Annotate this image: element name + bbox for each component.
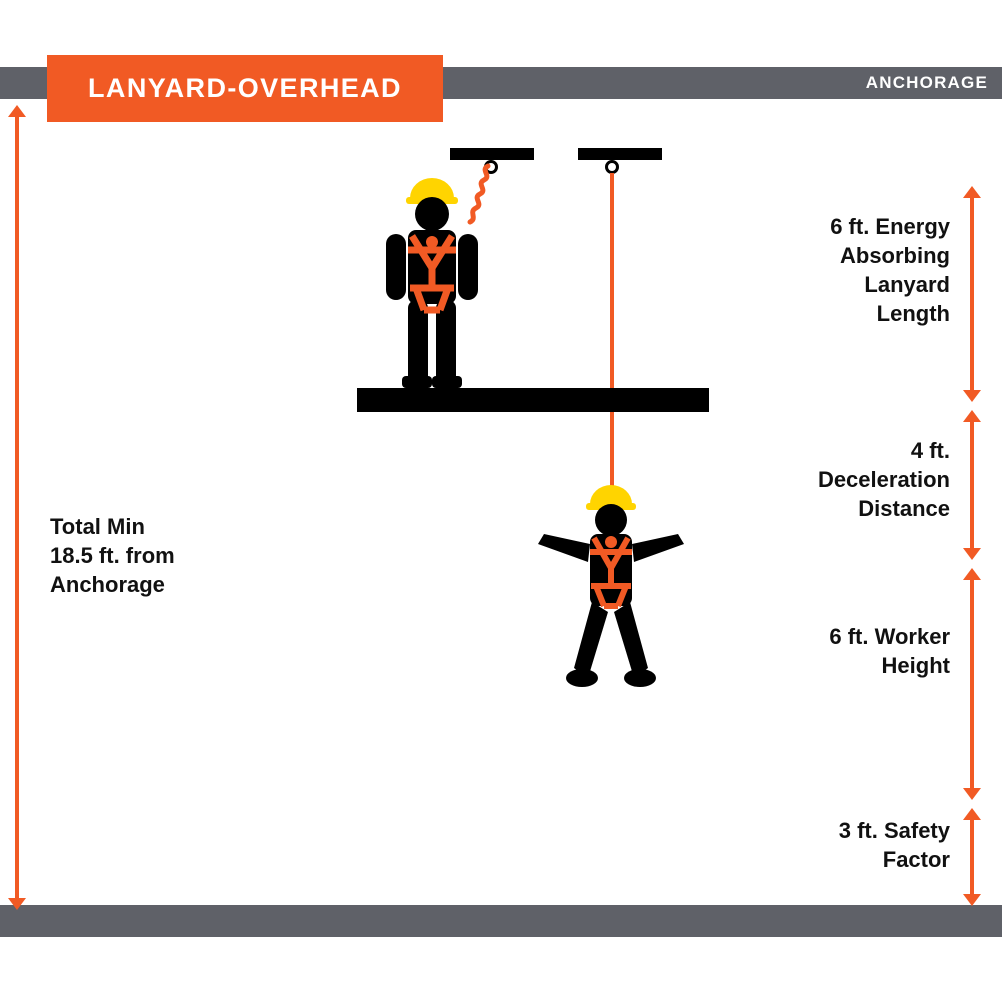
total-fall-distance-arrow xyxy=(8,105,26,910)
measurement-line: 6 ft. Energy xyxy=(830,214,950,239)
ground-bar-bottom xyxy=(0,905,1002,937)
total-min-line-2: 18.5 ft. from xyxy=(50,543,175,569)
measurement-line: 6 ft. Worker xyxy=(829,624,950,649)
lifeline-right xyxy=(610,173,614,525)
standing-worker-icon xyxy=(372,176,492,391)
measurement-line: Distance xyxy=(858,496,950,522)
deceleration-distance-label xyxy=(630,436,950,523)
measurement-line: Deceleration xyxy=(817,467,950,493)
measurement-line: Length xyxy=(876,301,950,327)
measurement-line: 3 ft. Safety xyxy=(838,818,950,843)
worker-height-arrow xyxy=(963,568,981,800)
safety-factor-arrow xyxy=(963,808,981,906)
total-min-line-1: Total Min xyxy=(50,514,145,539)
work-platform-beam xyxy=(357,388,709,412)
anchor-point-icon-right xyxy=(605,160,619,174)
energy-absorbing-lanyard-length-label xyxy=(630,212,950,328)
safety-factor-label xyxy=(630,816,950,874)
page-title: LANYARD-OVERHEAD xyxy=(88,73,402,103)
title-banner xyxy=(47,55,443,122)
measurement-line: Absorbing xyxy=(840,243,950,269)
worker-height-label xyxy=(630,622,950,680)
total-min-distance-label xyxy=(50,512,310,599)
measurement-line: 4 ft. xyxy=(910,438,950,463)
measurement-line: Height xyxy=(881,653,950,679)
measurement-line: Lanyard xyxy=(864,272,950,298)
energy-absorbing-lanyard-length-arrow xyxy=(963,186,981,402)
total-min-line-3: Anchorage xyxy=(50,572,165,598)
deceleration-distance-arrow xyxy=(963,410,981,560)
anchorage-label: ANCHORAGE xyxy=(865,73,988,92)
anchor-plate-right xyxy=(578,148,662,160)
anchor-plate-left xyxy=(450,148,534,160)
measurement-line: Factor xyxy=(882,847,950,873)
